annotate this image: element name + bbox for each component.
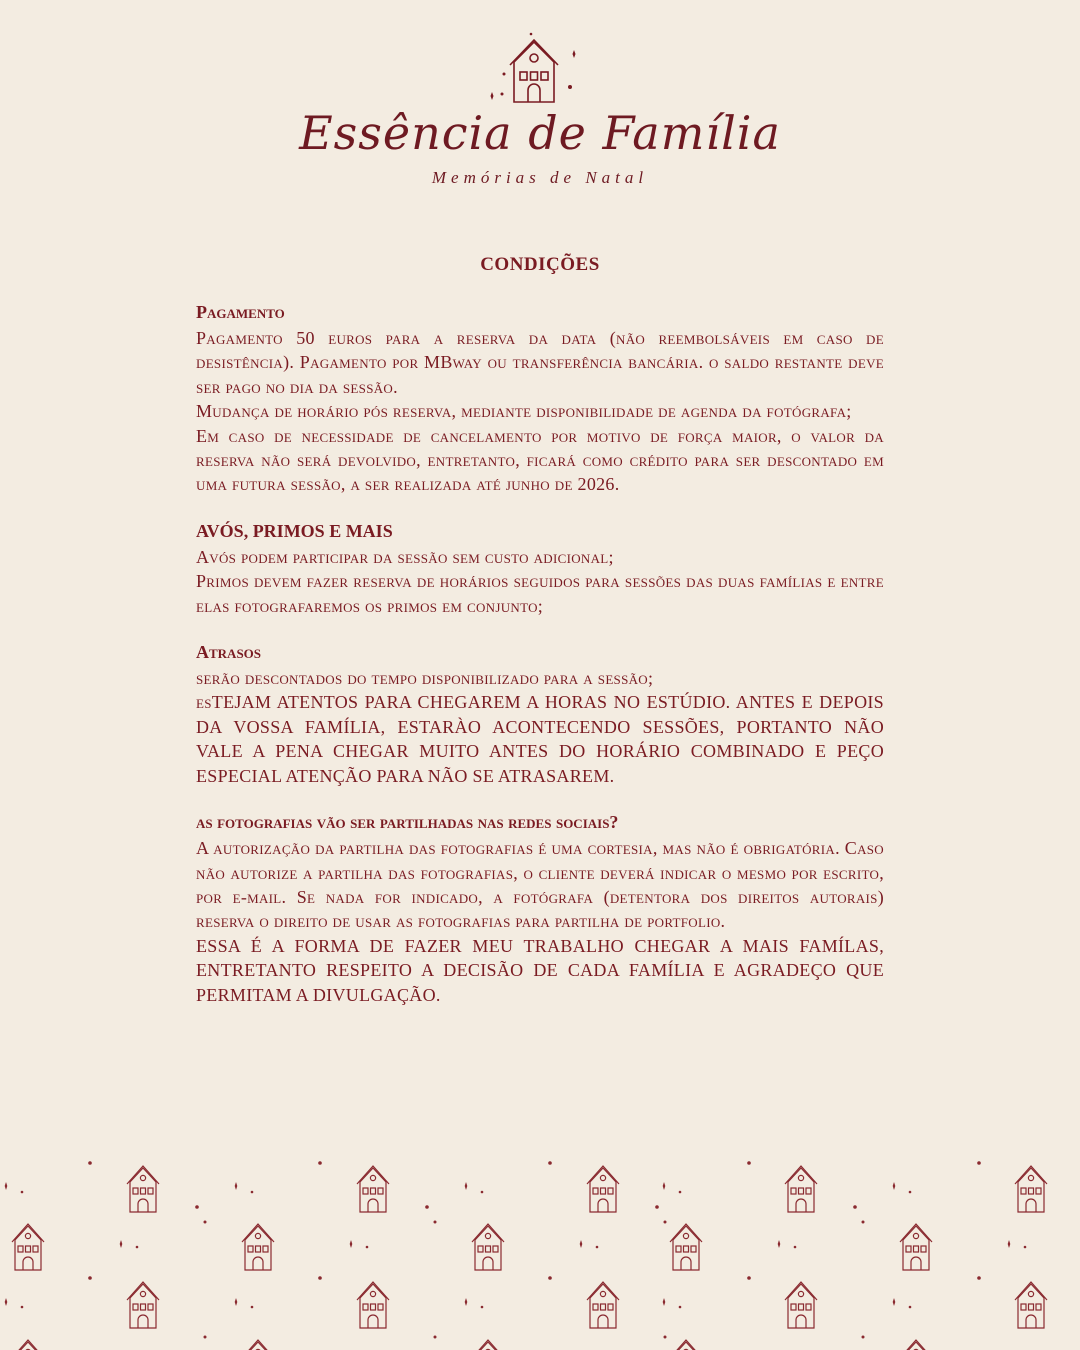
brand-tagline: Memórias de Natal: [431, 168, 649, 187]
header: [0, 28, 1080, 198]
section-heading: AVÓS, PRIMOS E MAIS: [196, 520, 393, 541]
section-heading: Atrasos: [196, 642, 262, 663]
conditions-document: [196, 254, 884, 1031]
paragraph: ESSA É A FORMA DE FAZER MEU TRABALHO CHEGAR A MAIS FAMÍLAS, ENTRETANTO RESPEITO A DECISÃO DE CADA FAMÍLIA E AGRADEÇO QUE PERMITAM A DIVULGAÇÃO.: [196, 935, 884, 1005]
house-icon-row: [12, 1166, 1047, 1350]
paragraph: Primos devem fazer reserva de horários seguidos para sessões das duas famílias e entre elas fotografaremos os primos em conjunto;: [196, 571, 884, 616]
section-pagamento: [196, 302, 884, 497]
brand-name: Essência de Família: [299, 106, 781, 160]
paragraph: esTEJAM ATENTOS PARA CHEGAREM A HORAS NO ESTÚDIO. ANTES E DEPOIS DA VOSSA FAMÍLIA, ESTARÀO ACONTECENDO SESSÕES, PORTANTO NÃO VALE A PENA CHEGAR MUITO ANTES DO HORÁRIO COMBINADO E PEÇO ESPECIAL ATENÇÃO PARA NÃO SE ATRASAREM.: [196, 692, 884, 786]
section-redes-sociais: [196, 812, 884, 1007]
paragraph: Pagamento 50 euros para a reserva da data (não reembolsáveis em caso de desistência). Pagamento por MBway ou transferência bancária. o saldo restante deve ser pago no dia da sessão.: [196, 328, 884, 397]
page-title: CONDIÇÕES: [480, 254, 600, 275]
paragraph: A autorização da partilha das fotografias é uma cortesia, mas não é obrigatória. Caso não autorize a partilha das fotografias, o cliente deverá indicar o mesmo por escrito, por e-mail. Se nada for indicado, a fotógrafa (detentora dos direitos autorais) reserva o direito de usar as fotografias para partilha de portfolio.: [196, 838, 884, 932]
paragraph: Avós podem participar da sessão sem custo adicional;: [196, 546, 614, 567]
paragraph: serão descontados do tempo disponibilizado para a sessão;: [196, 668, 654, 689]
house-icon: [486, 32, 596, 112]
paragraph: Em caso de necessidade de cancelamento por motivo de força maior, o valor da reserva não será devolvido, entretanto, ficará como crédito para ser descontado em uma futura sessão, a ser realizada até junho de 2026.: [196, 425, 884, 495]
section-avos-primos: [196, 521, 884, 618]
section-atrasos: [196, 642, 884, 788]
section-heading: Pagamento: [196, 302, 285, 322]
paragraph: Mudança de horário pós reserva, mediante disponibilidade de agenda da fotógrafa;: [196, 401, 852, 422]
house-pattern: [0, 1150, 1080, 1350]
section-heading: as fotografias vão ser partilhadas nas redes sociais?: [196, 812, 619, 833]
